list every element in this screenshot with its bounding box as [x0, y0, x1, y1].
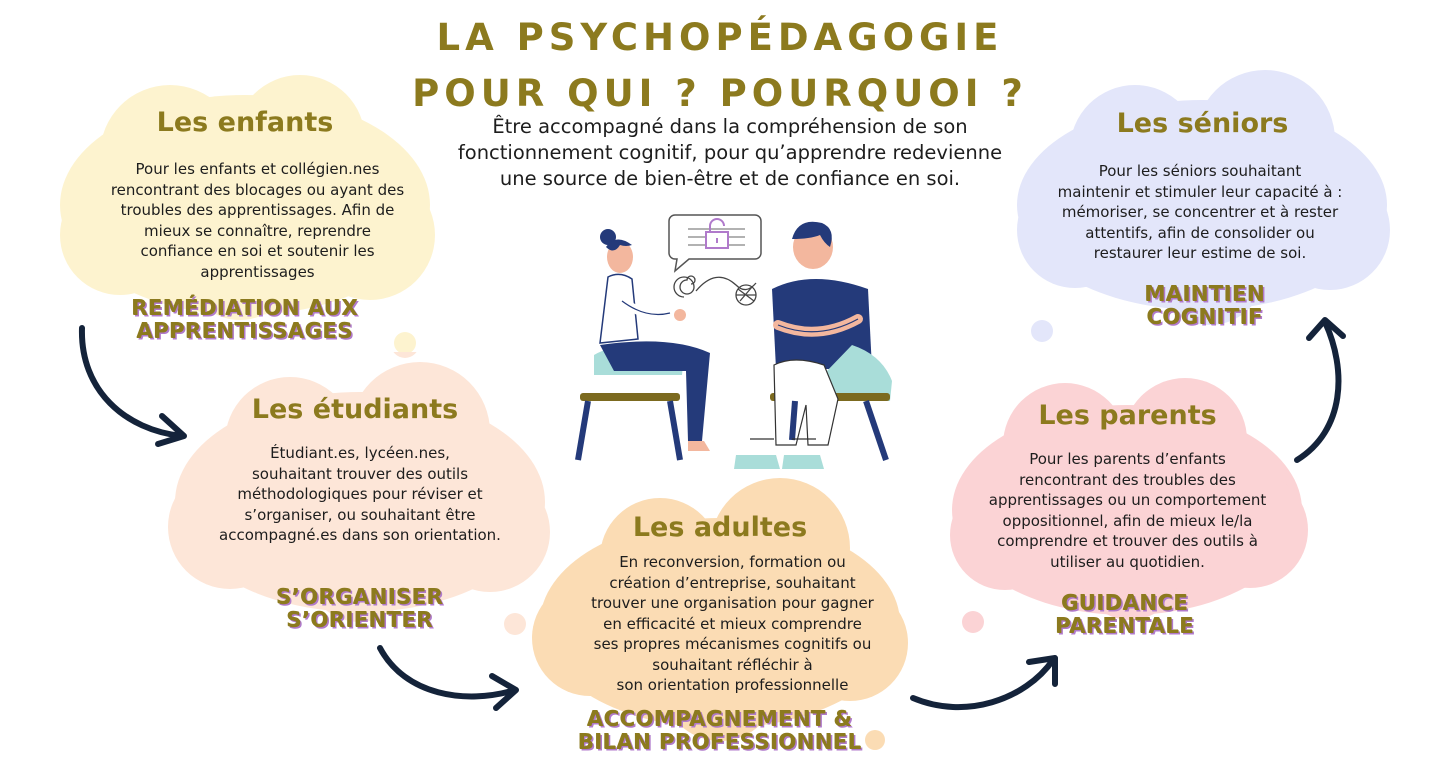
- cloud-text-enfants: [90, 159, 425, 282]
- tag-etudiants: [230, 586, 490, 632]
- tag-parents: [1025, 592, 1225, 638]
- cloud-title-seniors: Les séniors: [1116, 108, 1289, 139]
- cloud-text-parents: [960, 449, 1295, 572]
- arrow-etudiants-to-adultes: [370, 640, 530, 720]
- text-line: Étudiant.es, lycéen.nes,: [270, 444, 450, 462]
- cloud-adultes: [530, 478, 910, 762]
- text-line: Pour les séniors souhaitant: [1098, 162, 1302, 180]
- text-line: rencontrant des troubles des: [1019, 470, 1236, 489]
- text-line: comprendre et trouver des outils à: [997, 532, 1258, 550]
- cloud-etudiants: [160, 352, 550, 642]
- cloud-title-enfants: Les enfants: [156, 107, 334, 138]
- cloud-enfants: [50, 75, 440, 355]
- tag-line: S’ORIENTER: [286, 608, 434, 632]
- page-subtitle: [430, 114, 1030, 192]
- thought-scribbles: [674, 276, 756, 305]
- arrow-adultes-to-parents: [905, 650, 1065, 725]
- subtitle-line-2: fonctionnement cognitif, pour qu’apprendre redevienne: [457, 141, 1003, 164]
- cloud-text-adultes: [560, 552, 905, 696]
- cloud-seniors: [1010, 65, 1395, 345]
- text-line: Pour les enfants et collégien.nes: [135, 160, 380, 178]
- tag-seniors: [1110, 283, 1300, 329]
- text-line: apprentissages: [200, 262, 315, 281]
- text-line: souhaitant réfléchir à: [652, 655, 813, 674]
- text-line: rencontrant des blocages ou ayant des: [110, 180, 405, 199]
- subtitle-line-1: Être accompagné dans la compréhension de son: [492, 115, 968, 138]
- text-line: oppositionnel, afin de mieux le/la: [1002, 511, 1253, 530]
- tag-line: GUIDANCE: [1061, 591, 1189, 615]
- tag-line: COGNITIF: [1146, 305, 1264, 329]
- tag-line: PARENTALE: [1055, 614, 1195, 638]
- text-line: en efficacité et mieux comprendre: [603, 614, 862, 633]
- text-line: restaurer leur estime de soi.: [1093, 244, 1307, 262]
- conversation-illustration: [560, 205, 900, 485]
- text-line: troubles des apprentissages. Afin de: [120, 201, 395, 219]
- text-line: En reconversion, formation ou: [619, 553, 846, 571]
- title-line-2: POUR QUI ? POURQUOI ?: [412, 72, 1028, 115]
- arrow-enfants-to-etudiants: [70, 320, 200, 450]
- tag-line: S’ORGANISER: [276, 585, 444, 609]
- woman-figure: [578, 229, 710, 460]
- text-line: s’organiser, ou souhaitant être: [244, 505, 476, 524]
- text-line: apprentissages ou un comportement: [988, 491, 1267, 509]
- arrow-parents-to-seniors: [1285, 310, 1365, 470]
- tag-line: BILAN PROFESSIONNEL: [578, 730, 862, 754]
- tag-line: REMÉDIATION AUX: [131, 296, 359, 320]
- cloud-title-parents: Les parents: [1038, 400, 1217, 431]
- text-line: Pour les parents d’enfants: [1029, 450, 1226, 468]
- title-line-1: LA PSYCHOPÉDAGOGIE: [436, 16, 1004, 59]
- subtitle-line-3: une source de bien-être et de confiance en soi.: [499, 167, 961, 190]
- text-line: confiance en soi et soutenir les: [140, 242, 375, 260]
- tag-line: ACCOMPAGNEMENT &: [587, 707, 853, 731]
- text-line: mieux se connaître, reprendre: [144, 221, 371, 240]
- text-line: attentifs, afin de consolider ou: [1085, 223, 1315, 242]
- cloud-text-seniors: [1030, 161, 1370, 264]
- tag-line: APPRENTISSAGES: [136, 319, 354, 343]
- cloud-title-adultes: Les adultes: [632, 512, 808, 543]
- text-line: méthodologiques pour réviser et: [237, 485, 483, 503]
- text-line: maintenir et stimuler leur capacité à :: [1057, 182, 1343, 201]
- cloud-parents: [945, 370, 1310, 640]
- tag-line: MAINTIEN: [1144, 282, 1266, 306]
- cloud-text-etudiants: [190, 443, 530, 546]
- speech-bubble: [669, 215, 761, 271]
- tag-adultes: [545, 708, 895, 754]
- text-line: souhaitant trouver des outils: [251, 464, 469, 483]
- text-line: accompagné.es dans son orientation.: [219, 526, 501, 544]
- text-line: trouver une organisation pour gagner: [591, 594, 874, 612]
- text-line: mémoriser, se concentrer et à rester: [1061, 203, 1339, 221]
- cloud-title-etudiants: Les étudiants: [251, 394, 459, 425]
- text-line: ses propres mécanismes cognitifs ou: [593, 635, 872, 653]
- text-line: création d’entreprise, souhaitant: [609, 573, 856, 592]
- text-line: son orientation professionnelle: [616, 676, 849, 694]
- text-line: utiliser au quotidien.: [1050, 552, 1205, 571]
